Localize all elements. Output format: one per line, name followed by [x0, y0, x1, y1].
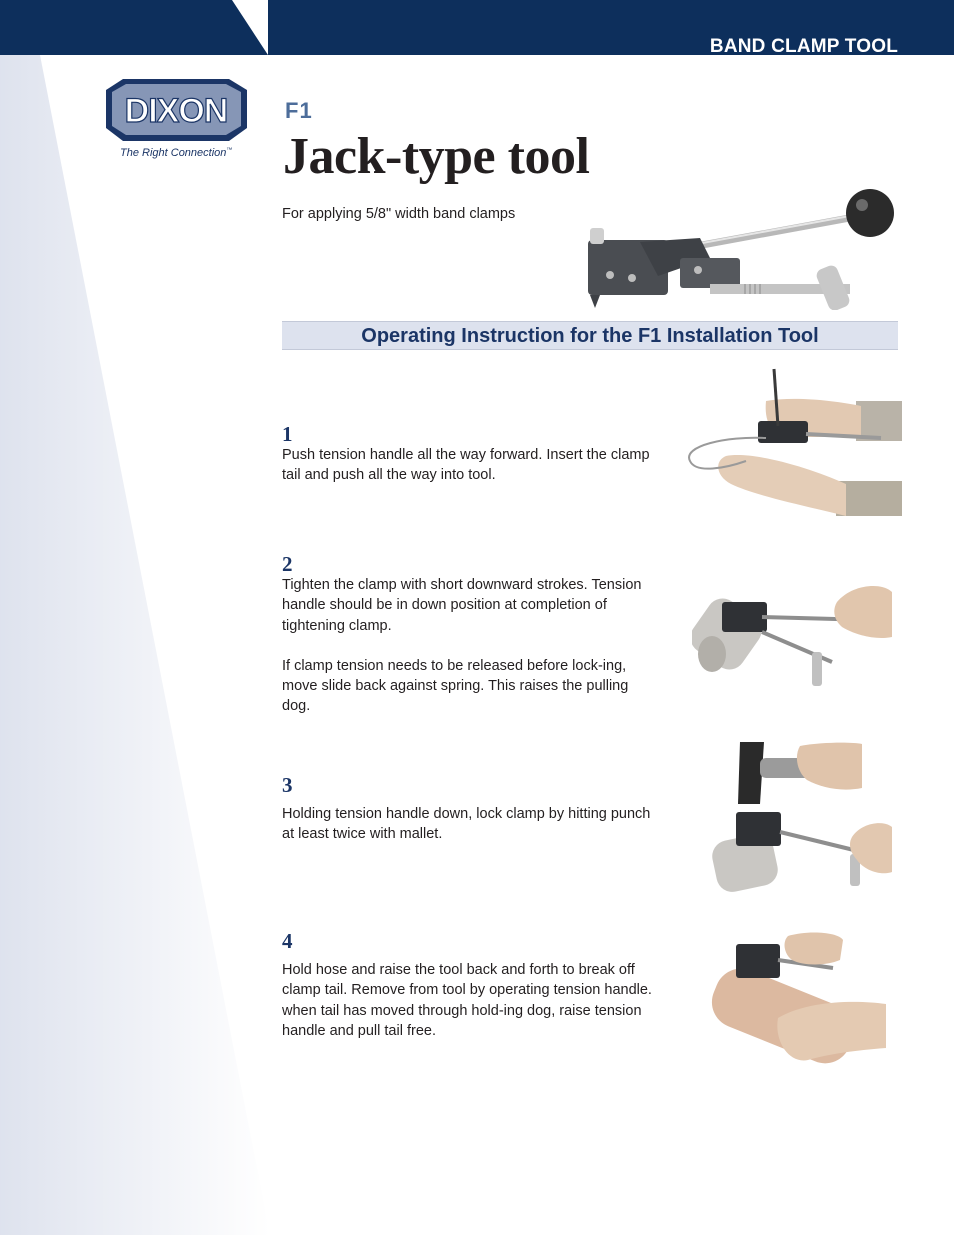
step-text: Tighten the clamp with short downward strokes. Tension handle should be in down position at completion of tightening clamp. — [282, 577, 642, 634]
step-1 — [282, 423, 652, 486]
step-number: 4 — [282, 929, 293, 953]
model-code: F1 — [285, 98, 313, 123]
step-number: 1 — [282, 422, 293, 446]
jack-tool-image — [580, 180, 900, 310]
product-subtitle: For applying 5/8" width band clamps — [282, 206, 516, 222]
step-text: Hold hose and raise the tool back and forth to break off clamp tail. Remove from tool by operating tension handle. when tail has moved through hold-ing dog, raise tension handle and pull tail free. — [282, 962, 652, 1039]
instructions-heading-bar — [282, 321, 898, 350]
step-4 — [282, 930, 652, 1041]
svg-text:DIXON: DIXON — [124, 92, 228, 130]
step-number: 3 — [282, 773, 293, 797]
instructions-heading: Operating Instruction for the F1 Installation Tool — [361, 325, 819, 347]
step-1-photo — [686, 366, 902, 518]
dixon-logo — [103, 78, 249, 144]
step-3 — [282, 774, 652, 845]
step-4-photo — [708, 930, 886, 1070]
brand-tagline: The Right Connection™ — [120, 147, 233, 159]
step-text: Holding tension handle down, lock clamp by hitting punch at least twice with mallet. — [282, 806, 651, 843]
step-text: If clamp tension needs to be released before lock-ing, move slide back against spring. This raises the pulling dog. — [282, 657, 629, 715]
page-title: Jack-type tool — [283, 128, 590, 185]
step-number: 2 — [282, 552, 293, 576]
step-2 — [282, 553, 652, 717]
step-text: Push tension handle all the way forward. Insert the clamp tail and push all the way into tool. — [282, 447, 650, 484]
step-3-photo — [712, 742, 892, 894]
section-label: BAND CLAMP TOOL — [709, 36, 898, 55]
step-2-photo — [692, 582, 892, 692]
